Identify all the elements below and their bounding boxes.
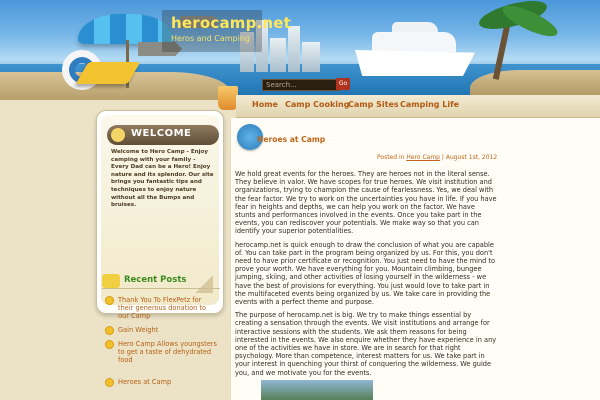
post-paragraph: We hold great events for the heroes. They are heroes not in the literal sense. They believe in valor. We have scopes for true heroes. We visit institution and organizations, trying to champion the cause of fearlessness. Yes, we deal with the fear factor. We try to work on the uncertainties you have in life. If you have fear in heights and depths, we can help you work on the factor. We have stunts and performances involved in the events. Once you take part in the events, you can rediscover your potentials. We make way so that you can identify your superior potentialities. xyxy=(235,170,497,236)
post-image xyxy=(261,380,373,400)
post-date: August 1st, 2012 xyxy=(445,154,498,161)
nav-item-camp-sites[interactable]: Camp Sites xyxy=(348,100,399,109)
post-paragraph: herocamp.net is quick enough to draw the conclusion of what you are capable of. You can take part in the program being organized by us. For this, you don't need to have prior certificate or recognition. You just need to have the mind to prove your worth. We have everything for you. Mountain climbing, bungee jumping, skiing, and other activities of losing yourself in the wilderness - we have the best of provisions for everything. You just would love to take part in the multifaceted events being organized by us. We take care in providing the events with a perfect theme and purpose. xyxy=(235,240,496,307)
post-meta-separator: | xyxy=(441,154,444,161)
sun-bullet-icon xyxy=(106,297,113,304)
nav-item-camping-life[interactable]: Camping Life xyxy=(400,100,460,109)
post-body xyxy=(235,170,497,382)
post-meta xyxy=(377,154,497,161)
sun-bullet-icon xyxy=(106,341,113,348)
recent-post-link[interactable]: Thank You To FlexPetz for their generous donation to our Camp xyxy=(118,296,207,321)
recent-post-link[interactable]: Gain Weight xyxy=(118,326,159,334)
post-meta-prefix: Posted in xyxy=(377,154,405,161)
recent-posts xyxy=(102,274,222,400)
post-category-link[interactable]: Hero Camp xyxy=(406,154,440,161)
sun-bullet-icon xyxy=(106,327,113,334)
search-input[interactable]: Search... xyxy=(262,79,340,91)
main-content xyxy=(230,118,600,400)
recent-post-link[interactable]: Heroes at Camp xyxy=(118,378,172,386)
nav-item-home[interactable]: Home xyxy=(252,100,278,109)
post-paragraph: The purpose of herocamp.net is big. We try to make things essential by creating a sensation through the events. We visit institutions and arrange for interactive sessions with the students. We ask them reasons for being interested in the events. We also enquire whether they have experience in any one of the activities we have in store. We are in search for that right psychology. More than competence, interest matters for us. We take part in your interest in quenching your thirst of conquering the wilderness. We guide you, and we motivate you for the events. xyxy=(235,311,497,377)
welcome-header xyxy=(107,125,219,145)
post-title[interactable]: Heroes at Camp xyxy=(257,135,326,144)
folder-icon xyxy=(102,274,120,288)
recent-posts-title: Recent Posts xyxy=(124,275,187,285)
main-nav xyxy=(236,95,600,118)
welcome-title: WELCOME xyxy=(131,128,192,139)
sidebar xyxy=(96,104,226,400)
recent-post-link[interactable]: Hero Camp Allows youngsters to get a taste of dehydrated food xyxy=(118,340,217,365)
cruise-ship-icon xyxy=(355,50,475,76)
sun-bullet-icon xyxy=(106,379,113,386)
search-button[interactable]: Go xyxy=(336,78,350,90)
welcome-text: Welcome to Hero Camp - Enjoy camping with your family - Every Dad can be a Hero! Enjoy nature and its splendor. Our site brings you fantastic tips and techniques to enjoy nature without all the Bumps and bruises. xyxy=(111,149,214,209)
recent-posts-header xyxy=(102,274,220,289)
nav-item-camp-cooking[interactable]: Camp Cooking xyxy=(285,100,350,109)
site-header xyxy=(0,0,600,100)
site-title[interactable]: herocamp.net xyxy=(171,14,292,32)
site-tagline: Heros and Camping xyxy=(171,34,250,43)
cruise-ship-deck xyxy=(372,32,456,52)
welcome-icon xyxy=(111,128,125,142)
